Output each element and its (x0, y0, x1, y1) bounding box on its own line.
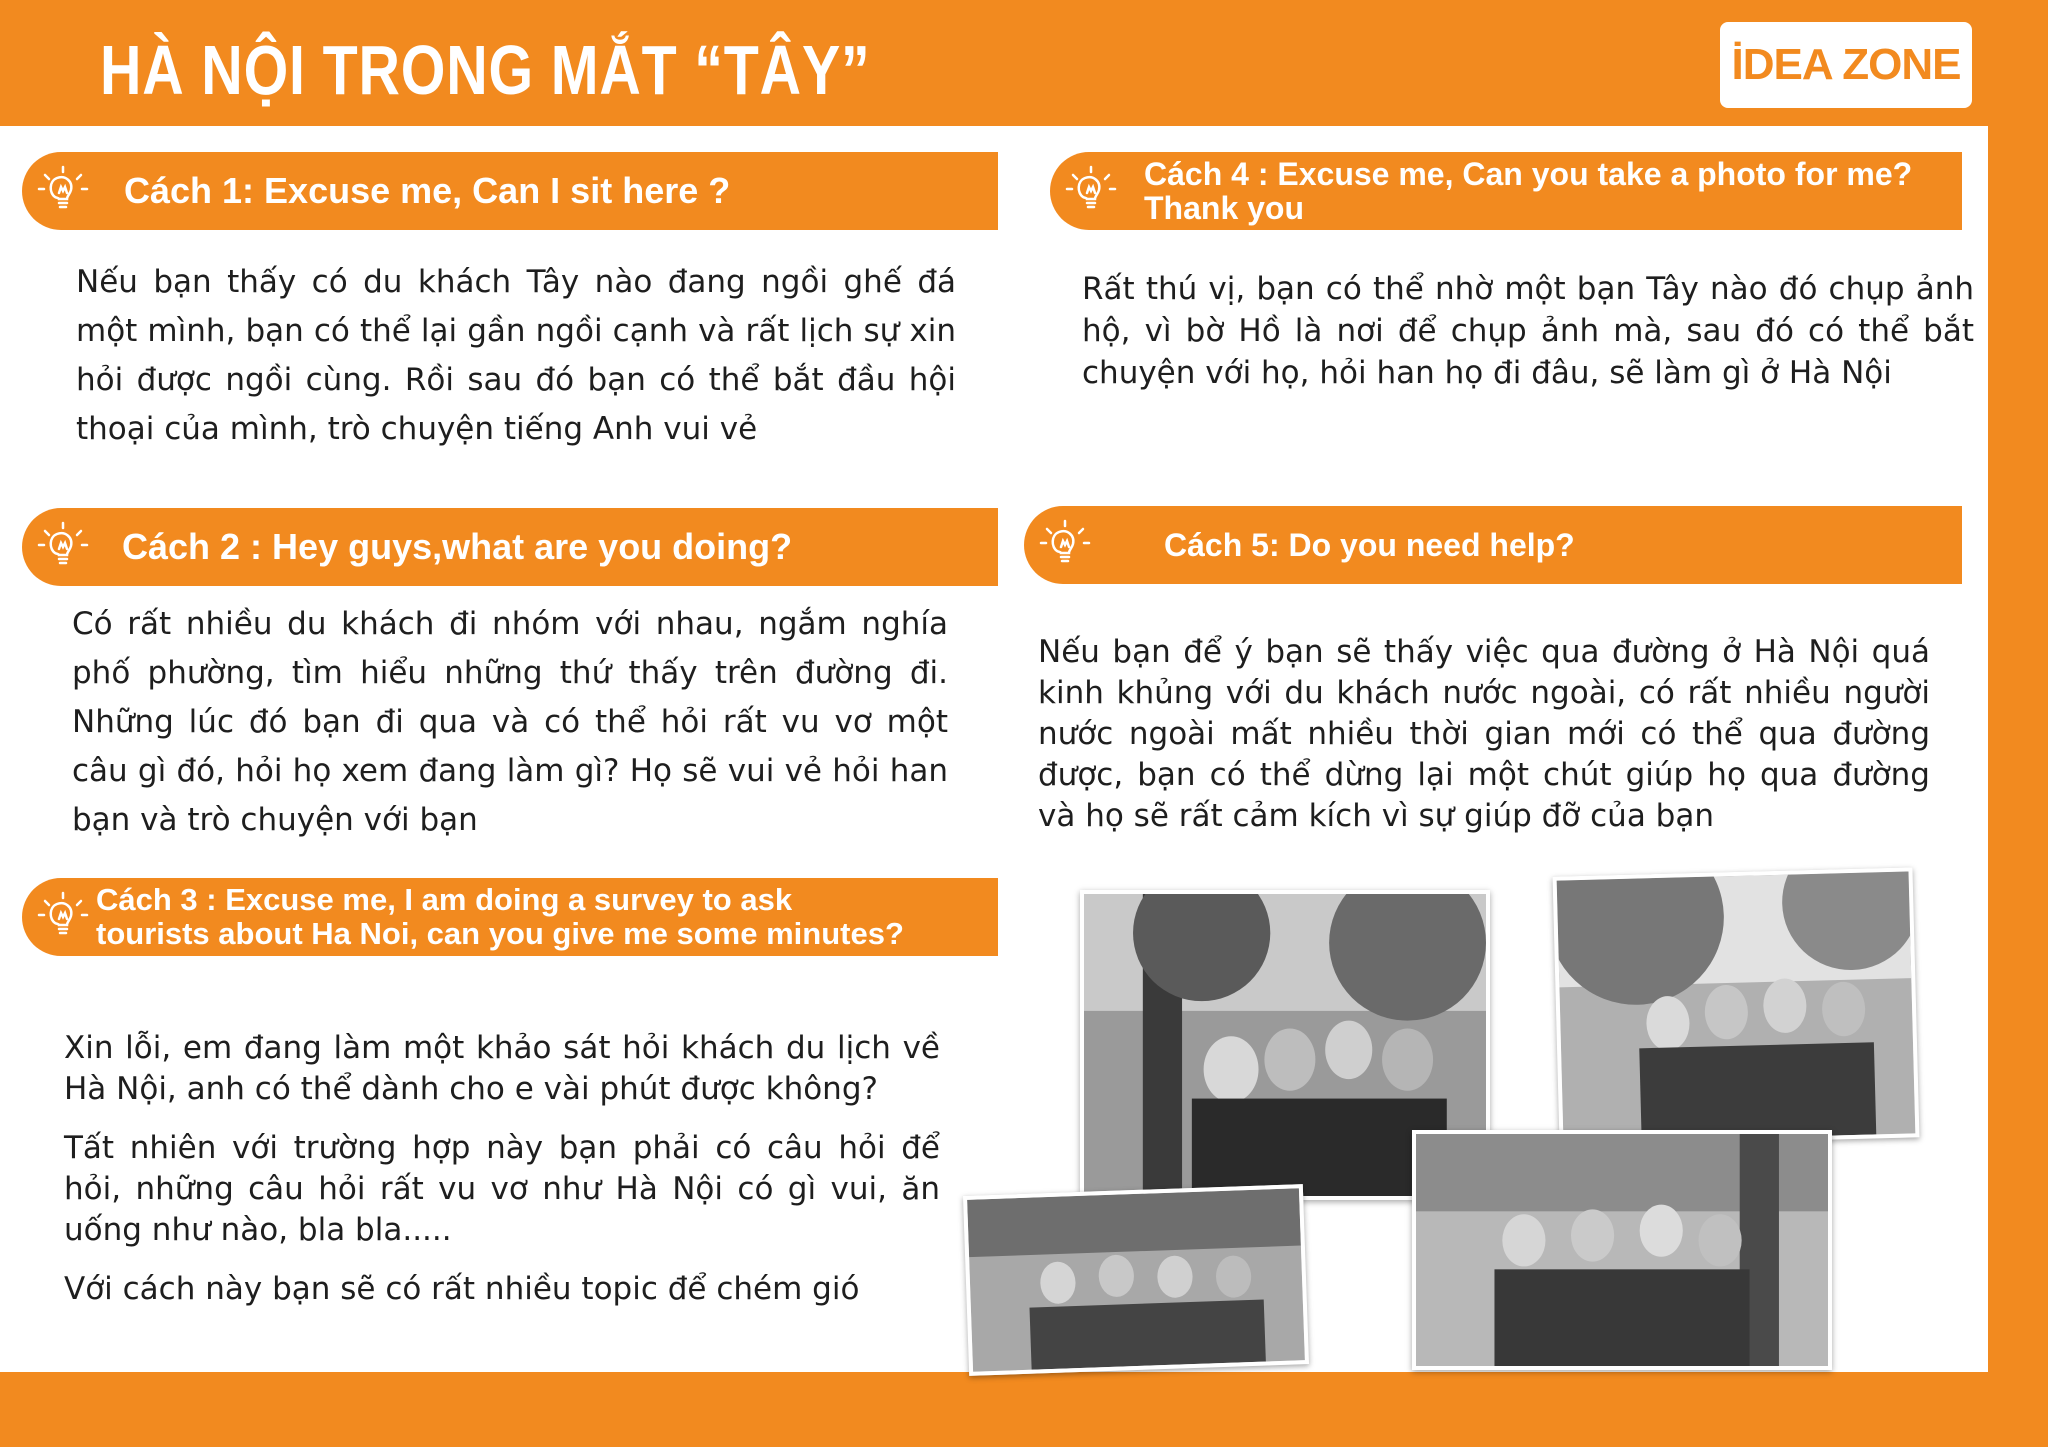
section-4-body (1082, 268, 1974, 394)
section-3-title-line1: Cách 3 : Excuse me, I am doing a survey to ask (96, 882, 793, 917)
section-3-paragraph-1: Xin lỗi, em đang làm một khảo sát hỏi khách du lịch về Hà Nội, anh có thể dành cho e vài phút được không? (64, 1030, 940, 1107)
section-1-header (22, 152, 998, 230)
lightbulb-icon (30, 514, 96, 580)
section-3-title-line2: tourists about Ha Noi, can you give me some minutes? (96, 916, 904, 951)
section-5-title: Cách 5: Do you need help? (1164, 527, 1575, 563)
section-4-title (1144, 157, 1912, 225)
section-3-title (96, 883, 904, 951)
logo (1720, 22, 1972, 108)
section-3-paragraph-2: Tất nhiên với trường hợp này bạn phải có câu hỏi để hỏi, những câu hỏi rất vu vơ như Hà Nội có gì vui, ăn uống như nào, bla bla..... (64, 1130, 940, 1248)
section-2-paragraph: Có rất nhiều du khách đi nhóm với nhau, ngắm nghía phố phường, tìm hiểu những thứ thấy trên đường đi. Những lúc đó bạn đi qua và có thể hỏi rất vu vơ một câu gì đó, hỏi họ xem đang làm gì? Họ sẽ vui vẻ hỏi han bạn và trò chuyện với bạn (72, 606, 948, 838)
page-title: HÀ NỘI TRONG MẮT “TÂY” (100, 31, 871, 109)
footer-bar (0, 1372, 2048, 1447)
lightbulb-icon (30, 884, 96, 950)
section-2-header (22, 508, 998, 586)
group-photo-3 (963, 1184, 1309, 1376)
section-4-header (1050, 152, 1962, 230)
section-3-body (64, 1028, 940, 1310)
lightbulb-icon (1058, 158, 1124, 224)
section-4-paragraph: Rất thú vị, bạn có thể nhờ một bạn Tây nào đó chụp ảnh hộ, vì bờ Hồ là nơi để chụp ảnh mà, sau đó có thể bắt chuyện với họ, hỏi han họ đi đâu, sẽ làm gì ở Hà Nội (1082, 271, 1974, 391)
section-1-paragraph: Nếu bạn thấy có du khách Tây nào đang ngồi ghế đá một mình, bạn có thể lại gần ngồi cạnh và rất lịch sự xin hỏi được ngồi cùng. Rồi sau đó bạn có thể bắt đầu hội thoại của mình, trò chuyện tiếng Anh vui vẻ (76, 264, 956, 447)
section-3-header (22, 878, 998, 956)
section-4-title-line1: Cách 4 : Excuse me, Can you take a photo for me? (1144, 156, 1913, 192)
group-photo-4 (1412, 1130, 1832, 1370)
lightbulb-icon (1032, 512, 1098, 578)
section-5-body (1038, 632, 1930, 837)
right-border-bar (1988, 126, 2048, 1376)
group-photo-2 (1553, 867, 1920, 1146)
section-3-paragraph-3: Với cách này bạn sẽ có rất nhiều topic để chém gió (64, 1271, 860, 1307)
section-5-paragraph: Nếu bạn để ý bạn sẽ thấy việc qua đường ở Hà Nội quá kinh khủng với du khách nước ngoài, có rất nhiều người nước ngoài mất nhiều thời gian mới có thể qua đường được, bạn có thể dừng lại một chút giúp họ qua đường và họ sẽ rất cảm kích vì sự giúp đỡ của bạn (1038, 634, 1930, 834)
section-2-body (72, 600, 948, 845)
logo-text: İDEA ZONE (1731, 40, 1961, 89)
section-1-title: Cách 1: Excuse me, Can I sit here ? (124, 170, 731, 211)
section-5-header (1024, 506, 1962, 584)
section-1-body (76, 258, 956, 454)
lightbulb-icon (30, 158, 96, 224)
section-4-title-line2: Thank you (1144, 190, 1305, 226)
section-2-title: Cách 2 : Hey guys,what are you doing? (122, 526, 793, 567)
